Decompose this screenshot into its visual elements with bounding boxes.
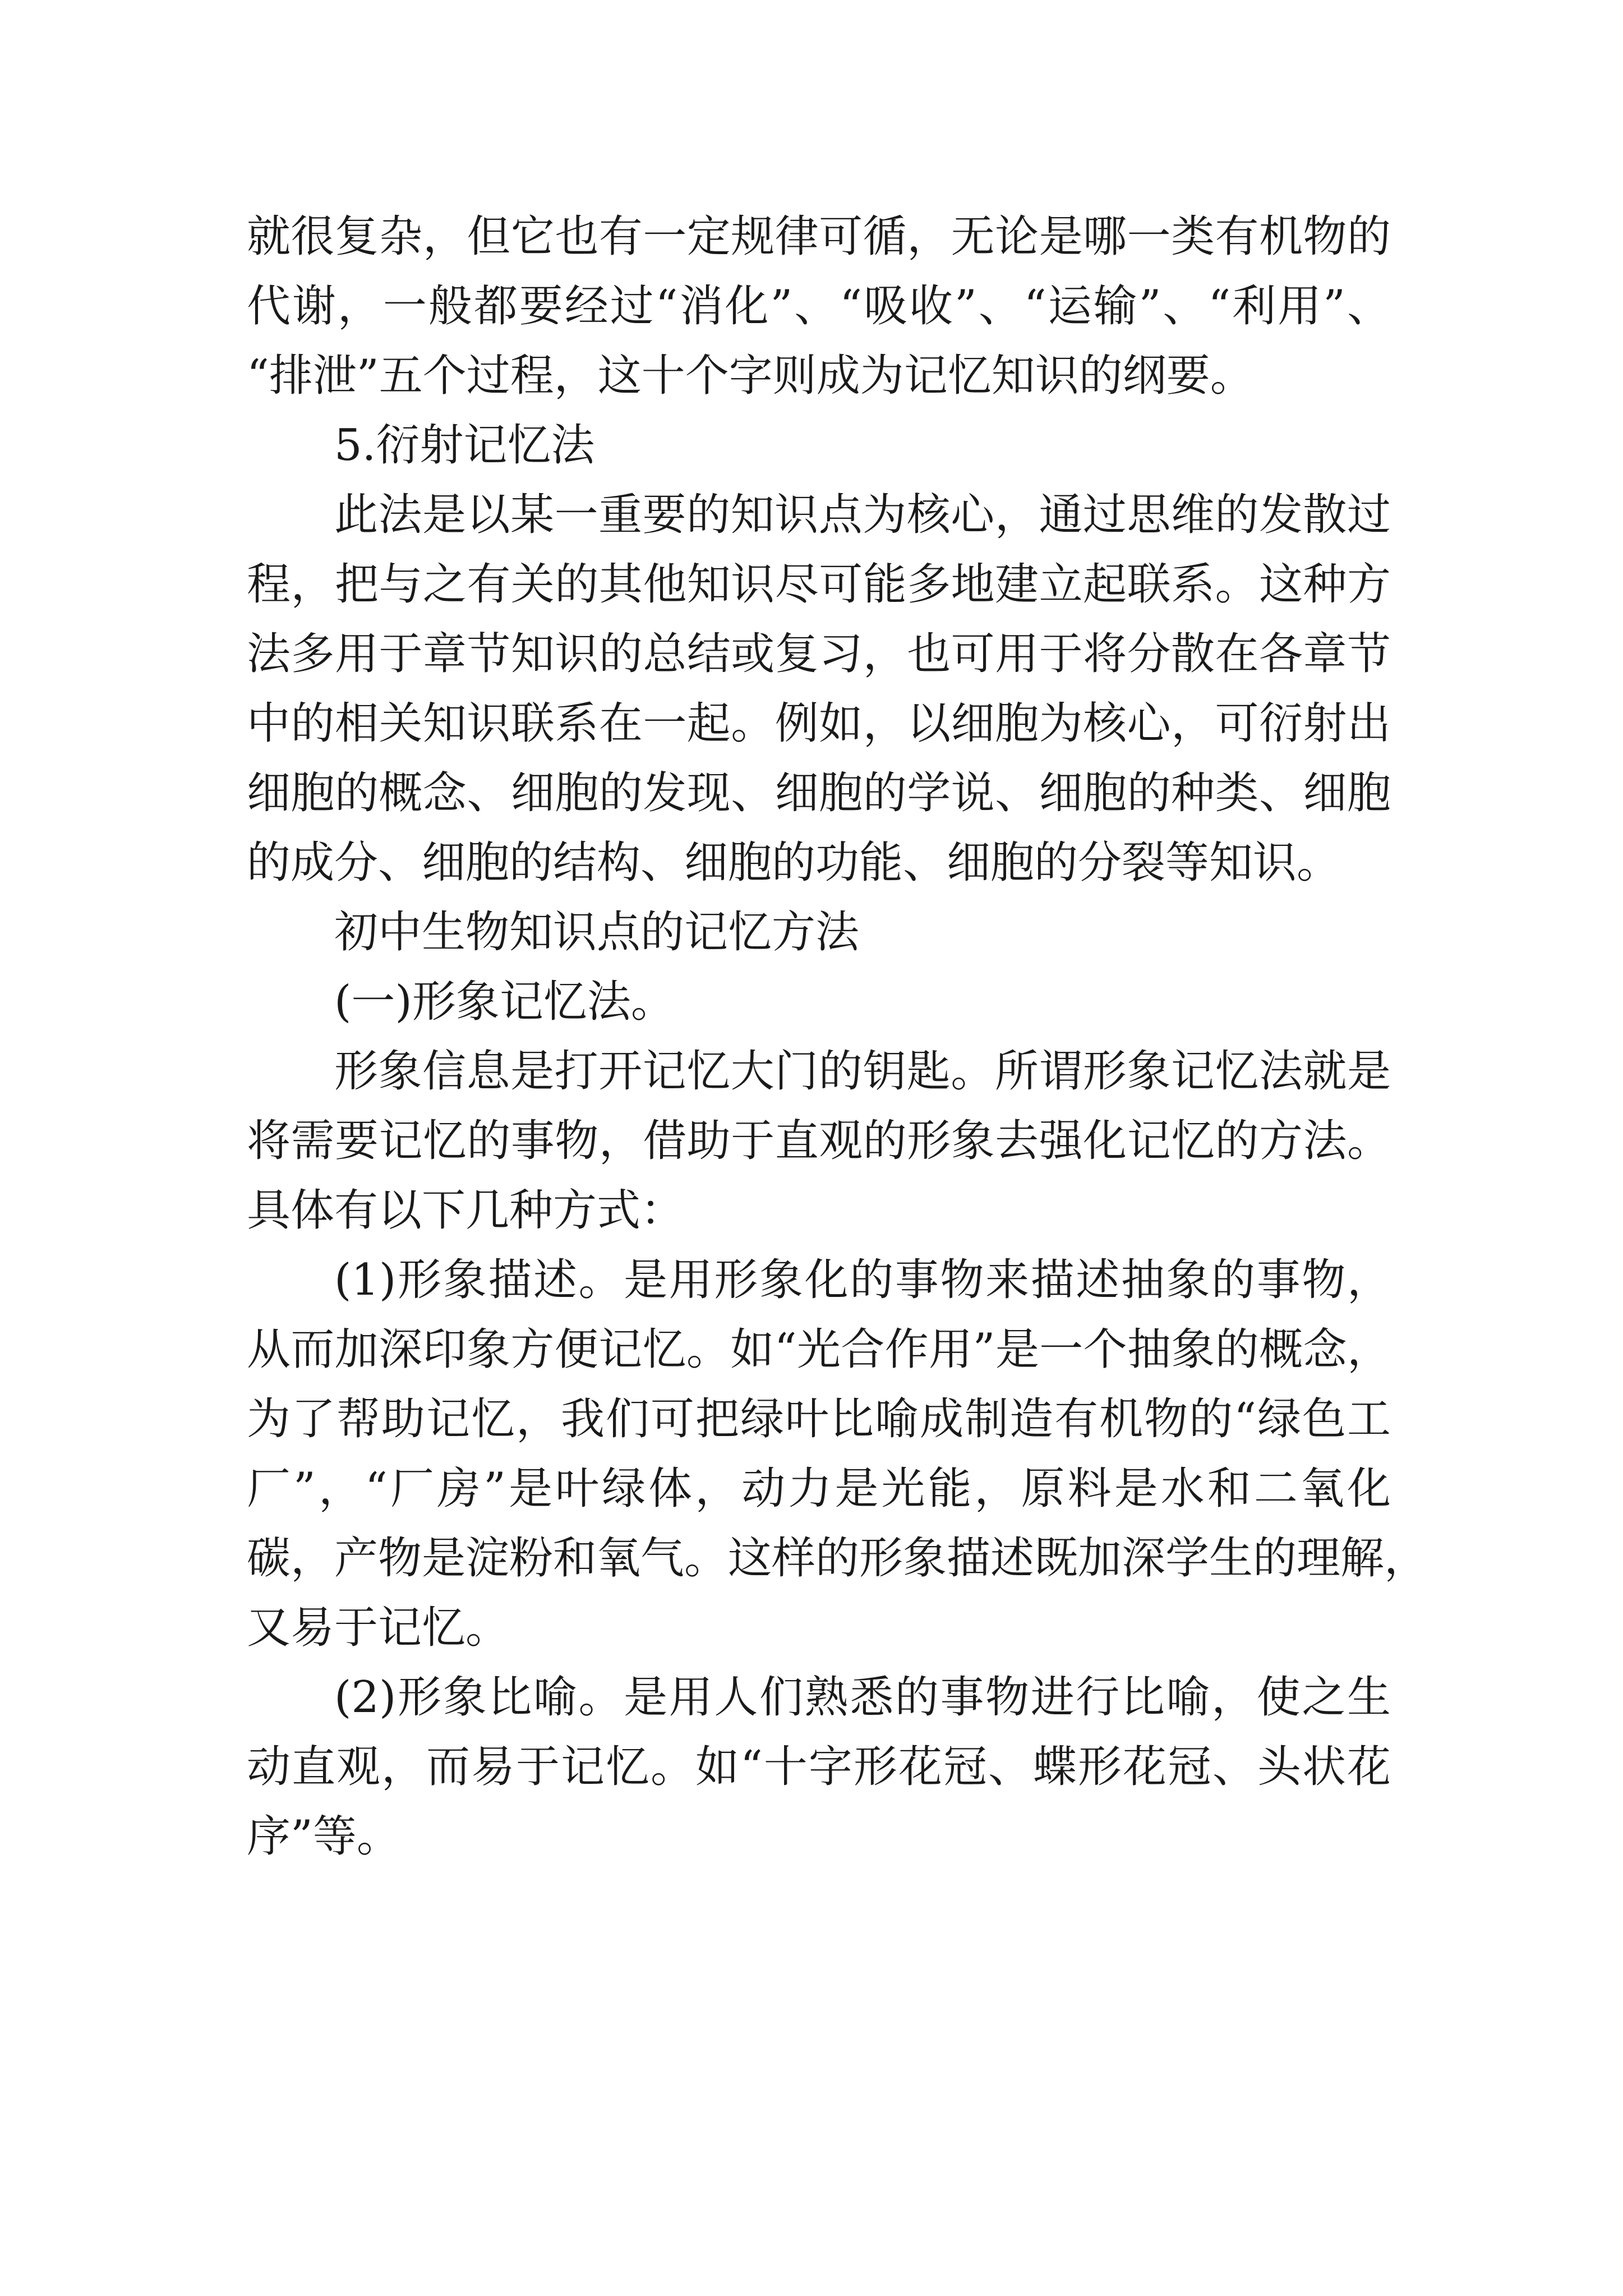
text-line: 细胞的概念、细胞的发现、细胞的学说、细胞的种类、细胞 xyxy=(247,768,1391,818)
text-line: 法多用于章节知识的总结或复习，也可用于将分散在各章节 xyxy=(247,629,1391,679)
text-line: 从而加深印象方便记忆。如“光合作用”是一个抽象的概念， xyxy=(247,1324,1391,1375)
text-line: 动直观，而易于记忆。如“十字形花冠、蝶形花冠、头状花 xyxy=(247,1742,1391,1792)
text-line: 将需要记忆的事物，借助于直观的形象去强化记忆的方法。 xyxy=(247,1116,1391,1166)
text-line: 程，把与之有关的其他知识尽可能多地建立起联系。这种方 xyxy=(247,559,1391,610)
body-text xyxy=(247,202,1428,1871)
text-line: 为了帮助记忆，我们可把绿叶比喻成制造有机物的“绿色工 xyxy=(247,1394,1391,1444)
text-line: 碳，产物是淀粉和氧气。这样的形象描述既加深学生的理解， xyxy=(247,1533,1428,1584)
text-line: 代谢，一般都要经过“消化”、“吸收”、“运输”、“利用”、 xyxy=(247,281,1391,332)
text-line: 此法是以某一重要的知识点为核心，通过思维的发散过 xyxy=(334,490,1391,540)
text-line: 又易于记忆。 xyxy=(247,1603,510,1653)
text-line: 形象信息是打开记忆大门的钥匙。所谓形象记忆法就是 xyxy=(334,1046,1391,1097)
section-heading: 5.衍射记忆法 xyxy=(334,420,595,471)
text-line: “排泄”五个过程，这十个字则成为记忆知识的纲要。 xyxy=(247,351,1254,401)
text-line: 中的相关知识联系在一起。例如，以细胞为核心，可衍射出 xyxy=(247,698,1391,749)
text-line: 具体有以下几种方式： xyxy=(247,1185,685,1236)
text-line: (1)形象描述。是用形象化的事物来描述抽象的事物， xyxy=(334,1255,1391,1305)
text-line: 就很复杂，但它也有一定规律可循，无论是哪一类有机物的 xyxy=(247,211,1391,262)
section-heading: 初中生物知识点的记忆方法 xyxy=(334,907,860,958)
subsection-heading: (一)形象记忆法。 xyxy=(334,977,675,1027)
text-line: 厂”，“厂房”是叶绿体，动力是光能，原料是水和二氧化 xyxy=(247,1464,1391,1514)
text-line: 序”等。 xyxy=(247,1811,400,1862)
text-line: (2)形象比喻。是用人们熟悉的事物进行比喻，使之生 xyxy=(334,1672,1391,1723)
text-line: 的成分、细胞的结构、细胞的功能、细胞的分裂等知识。 xyxy=(247,838,1341,888)
